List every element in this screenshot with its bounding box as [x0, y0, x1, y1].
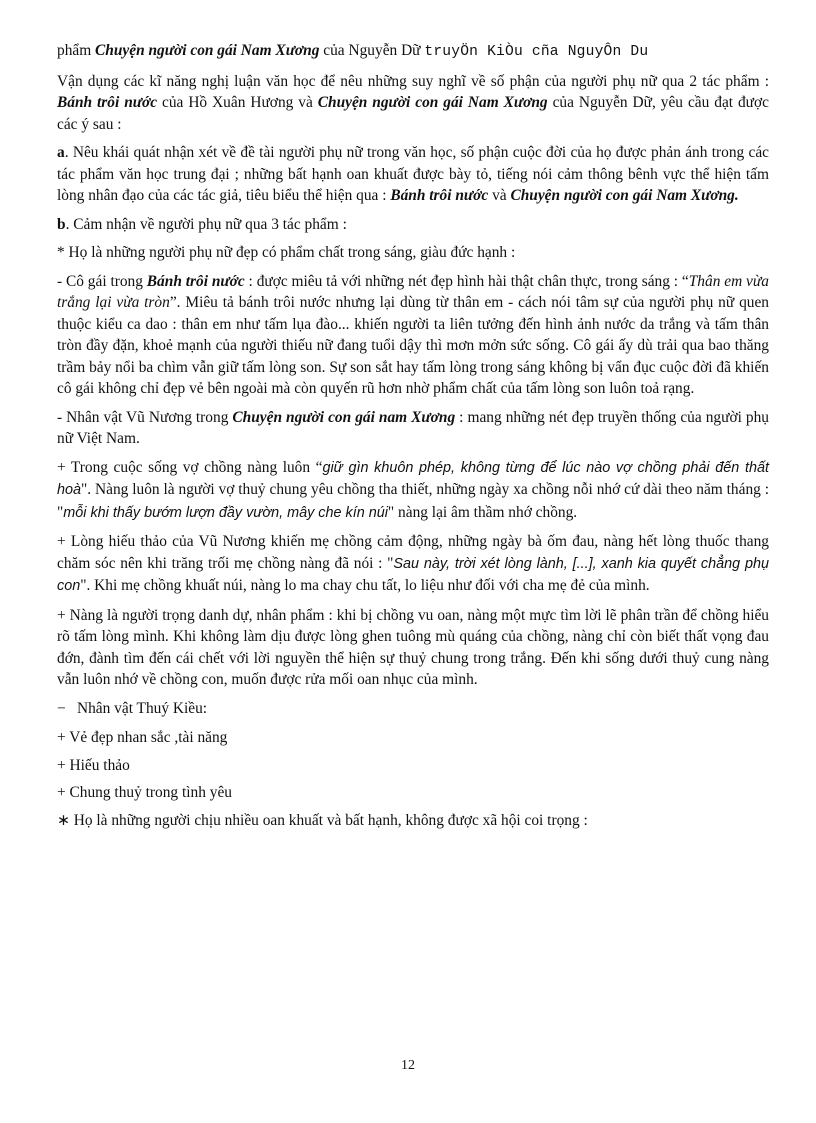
- dash-bullet: −: [57, 699, 66, 717]
- paragraph-point-beauty: * Họ là những người phụ nữ đẹp có phẩm chất trong sáng, giàu đức hạnh :: [57, 244, 516, 261]
- document-page: [57, 40, 769, 837]
- paragraph-faithful-wife: + Trong cuộc sống vợ chồng nàng luôn “giữ gìn khuôn phép, không từng để lúc nào vợ chồng phải đến thất hoà". Nàng luôn là người vợ thuỷ chung yêu chồng tha thiết, những ngày xa chồng nỗi nhớ cứ dài theo năm tháng : "mỗi khi thấy bướm lượn đầy vườn, mây che kín núi" nàng lại âm thầm nhớ chồng.: [57, 458, 769, 521]
- list-item: + Hiếu thảo: [57, 756, 130, 774]
- paragraph-section-b: b. Cảm nhận về người phụ nữ qua 3 tác phẩm :: [57, 215, 347, 233]
- section-marker: b: [57, 215, 66, 233]
- quote: Sau này, trời xét lòng lành, [...], xanh kia quyết chẳng phụ con: [57, 555, 770, 594]
- work-title: Bánh trôi nước: [57, 94, 158, 111]
- paragraph-vu-nuong: - Nhân vật Vũ Nương trong Chuyện người con gái nam Xương : mang những nét đẹp truyền thống của người phụ nữ Việt Nam.: [57, 408, 769, 447]
- work-title: Chuyện người con gái nam Xương: [232, 408, 456, 426]
- paragraph-banh-troi-nuoc: - Cô gái trong Bánh trôi nước : được miêu tả với những nét đẹp hình hài thật chân thực, trong sáng : “Thân em vừa trắng lại vừa tròn”. Miêu tả bánh trôi nước nhưng lại dùng từ thân em - cách nói tâm sự của người phụ nữ quen thuộc kiểu ca dao : thân em như tấm lụa đào... khiến người ta liên tưởng đến hình ảnh nước da trắng và tấm thân tròn đầy đặn, khoẻ mạnh của người thiếu nữ đang tuổi dậy thì mơn mởn sức sống. Cô gái ấy dù trải qua bao thăng trầm bảy nổi ba chìm vẫn giữ tấm lòng son. Sự son sắt hay tấm lòng trong sáng không bị vẩn đục cuộc đời đã khiến cô gái không chỉ đẹp vẻ bên ngoài mà còn quyến rũ hơn nhờ phẩm chất của tấm lòng son luôn toả rạng.: [57, 272, 770, 397]
- quote: mỗi khi thấy bướm lượn đầy vườn, mây che kín núi: [63, 504, 388, 521]
- paragraph-point-injustice: ∗ Họ là những người chịu nhiều oan khuất và bất hạnh, không được xã hội coi trọng :: [57, 811, 588, 829]
- paragraph-filial-piety: + Lòng hiếu thảo của Vũ Nương khiến mẹ chồng cảm động, những ngày bà ốm đau, nàng hết lòng thuốc thang chăm sóc nên khi trăng trối mẹ chồng nàng đã nói : "Sau này, trời xét lòng lành, [...], xanh kia quyết chẳng phụ con". Khi mẹ chồng khuất núi, nàng lo ma chay chu tất, lo liệu như đối với cha mẹ đẻ của mình.: [57, 533, 770, 594]
- list-item: + Vẻ đẹp nhan sắc ,tài năng: [57, 729, 228, 746]
- work-title: Bánh trôi nước: [390, 187, 489, 204]
- list-item: + Chung thuỷ trong tình yêu: [57, 784, 232, 801]
- paragraph-thuy-kieu: − Nhân vật Thuý Kiều:: [57, 698, 769, 720]
- work-title: Chuyện người con gái Nam Xương.: [510, 187, 739, 204]
- quote: Thân em vừa trắng lại vừa tròn: [57, 272, 769, 311]
- paragraph-section-a: a. Nêu khái quát nhận xét về đề tài người phụ nữ trong văn học, số phận cuộc đời của họ được phản ánh trong các tác phẩm văn học trung đại ; những bất hạnh oan khuất được bày tỏ, tiếng nói cảm thông bênh vực thể hiện tấm lòng nhân đạo của các tác giả, tiêu biểu thể hiện qua : Bánh trôi nước và Chuyện người con gái Nam Xương.: [57, 144, 769, 204]
- garbled-text: truyÖn KiÒu cña NguyÔn Du: [424, 44, 649, 60]
- work-title: Chuyện người con gái Nam Xương: [317, 94, 548, 111]
- paragraph-intro-line: phẩm Chuyện người con gái Nam Xương của Nguyễn Dữ truyÖn KiÒu cña NguyÔn Du: [57, 42, 649, 60]
- page-number: 12: [401, 1058, 415, 1073]
- work-title: Chuyện người con gái Nam Xương: [95, 42, 320, 59]
- paragraph-honor: + Nàng là người trọng danh dự, nhân phẩm : khi bị chồng vu oan, nàng một mực tìm lời lẽ phân trần để chồng hiểu rõ tấm lòng mình. Khi không làm dịu được lòng ghen tuông mù quáng của chồng, nàng chỉ còn biết thất vọng đau đớn, đành tìm đến cái chết với lời nguyền thể hiện sự thuỷ chung trong trắng. Đến khi sống dưới thuỷ cung nàng vẫn luôn nhớ về chồng con, muốn được rửa mối oan nhục của mình.: [57, 606, 769, 688]
- work-title: Bánh trôi nước: [146, 272, 245, 290]
- section-marker: a: [57, 144, 65, 161]
- quote: giữ gìn khuôn phép, không từng để lúc nào vợ chồng phải đến thất hoà: [57, 459, 769, 498]
- paragraph-prompt: Vận dụng các kĩ năng nghị luận văn học để nêu những suy nghĩ về số phận của người phụ nữ qua 2 tác phẩm : Bánh trôi nước của Hồ Xuân Hương và Chuyện người con gái Nam Xương của Nguyễn Dữ, yêu cầu đạt được các ý sau :: [57, 72, 769, 133]
